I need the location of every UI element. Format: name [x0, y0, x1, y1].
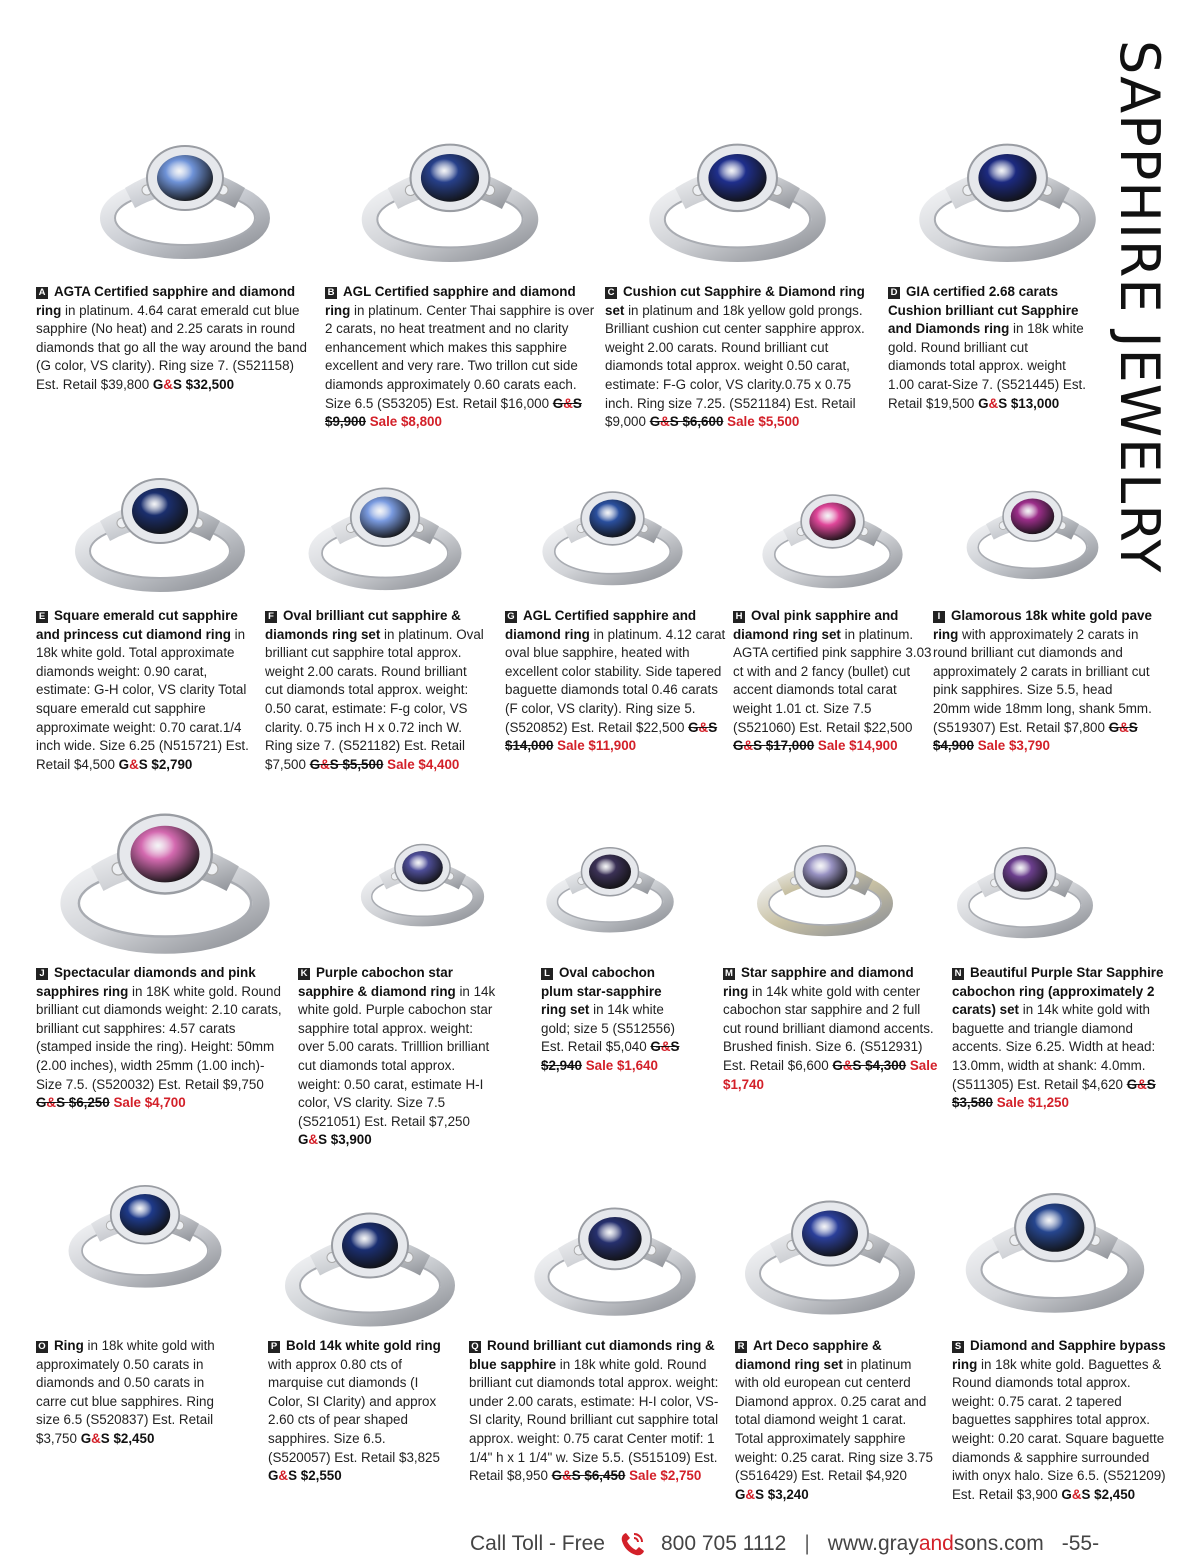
ring-image-r: [730, 1168, 930, 1333]
item-description: in 14k white gold with center cabochon star sapphire and 2 full cut round brilliant diamond accents. Brushed finish. Size 6. (S512931) Est. Retail $6,600: [723, 983, 934, 1073]
item-e: [36, 607, 256, 774]
ring-image-b: [330, 128, 570, 263]
sale-price: Sale $4,700: [113, 1095, 186, 1111]
ring-image-l: [535, 812, 685, 957]
item-letter: N: [952, 968, 964, 980]
item-b: [325, 283, 597, 432]
gs-price: G&S $2,790: [118, 756, 193, 772]
ring-image-e: [60, 458, 260, 598]
item-description: in 18k white gold. Round brilliant cut diamonds total approx. weight 1.00 carat-Size 7. (S521445) Est. Retail $19,500: [888, 321, 1086, 411]
ring-image-h: [750, 478, 915, 593]
item-description: with approx 0.80 cts of marquise cut diamonds (I Color, SI Clarity) and approx 2.60 cts of pear shaped sapphires. Size 6.5. (S520057) Est. Retail $3,825: [268, 1356, 440, 1465]
footer-separator: |: [804, 1532, 810, 1555]
item-letter: I: [933, 611, 945, 623]
item-letter: Q: [469, 1341, 481, 1353]
gs-strike-price: G&S $4,900: [933, 719, 1138, 754]
item-h: [733, 607, 933, 756]
item-title: Diamond and Sapphire bypass ring: [952, 1338, 1166, 1372]
sale-price: Sale $2,750: [629, 1468, 702, 1484]
sale-price: Sale $11,900: [557, 738, 637, 754]
item-title: Spectacular diamonds and pink sapphires ring: [36, 965, 256, 999]
item-description: in 18k white gold. Round brilliant cut diamonds total approx. weight: under 2.00 carats, estimate: H-I color, VS-SI clarity, Round brilliant cut sapphire total approx. weight: 0.75 carat Center motif: 1 1/4" h x 1 1/4" w. Size 5.5. (S515109) Est. Retail $8,950: [469, 1356, 719, 1484]
item-j: [36, 964, 286, 1113]
item-g: [505, 607, 727, 756]
item-title: Star sapphire and diamond ring: [723, 965, 914, 999]
item-title: Oval pink sapphire and diamond ring set: [733, 608, 899, 642]
ring-image-a: [60, 130, 310, 260]
item-description: in platinum with old european cut centerd Diamond approx. 0.25 carat and total diamond weight 1 carat. Total approximately sapphire weight: 0.25 carat. Ring size 3.75 (S516429) Est. Retail $4,920: [735, 1356, 933, 1484]
website-link[interactable]: www.grayandsons.com: [827, 1532, 1044, 1555]
item-title: AGL Certified sapphire and diamond ring: [325, 284, 576, 318]
item-letter: H: [733, 611, 745, 623]
item-m: [723, 964, 938, 1094]
item-letter: K: [298, 968, 310, 980]
sale-price: Sale $8,800: [369, 414, 442, 430]
item-letter: R: [735, 1341, 747, 1353]
item-l: [541, 964, 681, 1076]
item-s: [952, 1337, 1167, 1504]
gs-strike-price: G&S $9,900: [325, 395, 582, 430]
item-letter: G: [505, 611, 517, 623]
item-title: Square emerald cut sapphire and princess cut diamond ring: [36, 608, 238, 642]
gs-strike-price: G&S $3,580: [952, 1076, 1156, 1111]
gs-price: G&S $3,240: [735, 1486, 809, 1502]
item-letter: C: [605, 287, 617, 299]
sale-price: Sale $3,790: [977, 738, 1050, 754]
gs-price: G&S $32,500: [152, 376, 235, 392]
item-description: in 14k white gold with baguette and triangle diamond accents. Size 6.25. Width at head: 13.0mm, width at shank: 4.0mm. (S511305) Est. Retail $4,620: [952, 1002, 1156, 1092]
item-q: [469, 1337, 719, 1486]
item-title: Oval brilliant cut sapphire & diamonds ring set: [265, 608, 461, 642]
item-letter: P: [268, 1341, 280, 1353]
item-i: [933, 607, 1153, 756]
item-p: [268, 1337, 448, 1486]
item-title: Art Deco sapphire & diamond ring set: [735, 1338, 882, 1372]
item-letter: A: [36, 287, 48, 299]
gs-price: G&S $2,450: [1061, 1486, 1136, 1502]
ring-image-j: [30, 795, 300, 955]
item-description: in platinum and 18k yellow gold prongs. Brilliant cushion cut center sapphire approx. weight 2.00 carats. Round brilliant cut diamonds total approx. weight 0.50 carat, estimate: F-G color, VS clarity.0.75 x 0.75 inch. Ring size 7.25. (S521184) Est. Retail $9,000: [605, 302, 865, 430]
item-letter: F: [265, 611, 277, 623]
item-description: in 18k white gold with approximately 0.50 carats in diamonds and 0.50 carats in carre cut blue sapphires. Ring size 6.5 (S520837) Est. Retail $3,750: [36, 1338, 215, 1446]
item-description: in 18k white gold. Baguettes & Round diamonds total approx. weight: 0.75 carat. 2 tapered baguettes sapphires total approx. weight: 0.20 carat. Square baguette diamonds & sapphire surrounded iwith onyx halo. Size 6.5. (S521209) Est. Retail $3,900: [952, 1356, 1166, 1502]
ring-image-p: [270, 1190, 470, 1335]
item-title: AGTA Certified sapphire and diamond ring: [36, 284, 296, 318]
item-o: [36, 1337, 236, 1449]
sale-price: Sale $1,740: [723, 1057, 938, 1092]
item-k: [298, 964, 498, 1150]
page-number: -55-: [1061, 1532, 1100, 1555]
item-description: in platinum. AGTA certified pink sapphire 3.03 ct with and 2 fancy (bullet) cut accent diamonds total carat weight 1.01 ct. Size 7.5 (S521060) Est. Retail $22,500: [733, 626, 932, 735]
ring-image-i: [955, 462, 1110, 597]
sale-price: Sale $5,500: [727, 414, 800, 430]
section-title: SAPPHIRE JEWELRY: [1108, 40, 1171, 574]
item-r: [735, 1337, 935, 1504]
item-title: AGL Certified sapphire and diamond ring: [505, 608, 697, 642]
gs-price: G&S $3,900: [298, 1132, 372, 1148]
item-description: in platinum. 4.64 carat emerald cut blue sapphire (No heat) and 2.25 carats in round diamonds that go all the way around the band (G color, VS clarity). Ring size 7. (S521158) Est. Retail $39,800: [36, 302, 307, 392]
item-title: Bold 14k white gold ring: [286, 1338, 441, 1353]
item-letter: E: [36, 611, 48, 623]
ring-image-s: [950, 1158, 1160, 1333]
gs-strike-price: G&S $6,600: [649, 414, 724, 430]
ring-image-m: [745, 815, 905, 955]
sale-price: Sale $1,640: [585, 1057, 658, 1073]
ring-image-o: [55, 1140, 235, 1320]
item-letter: S: [952, 1341, 964, 1353]
gs-strike-price: G&S $6,250: [36, 1095, 110, 1111]
item-f: [265, 607, 485, 774]
gs-price: G&S $13,000: [978, 395, 1060, 411]
item-letter: M: [723, 968, 735, 980]
item-title: Cushion cut Sapphire & Diamond ring set: [605, 284, 865, 318]
item-letter: B: [325, 287, 337, 299]
sale-price: Sale $4,400: [387, 756, 460, 772]
item-title: Ring: [54, 1338, 84, 1353]
item-description: with approximately 2 carats in round brilliant cut diamonds and approximately 2 carats in brilliant cut pink sapphires. Size 5.5, head 20mm wide 18mm long, shank 5mm. (S519307) Est. Retail $7,800: [933, 626, 1152, 735]
item-description: in 18k white gold. Total approximate diamonds weight: 0.90 carat, estimate: G-H color, VS clarity Total square emerald cut sapphire approximate weight: 0.70 carat.1/4 inch wide. Size 6.25 (N515721) Est. Retail $4,500: [36, 626, 249, 772]
item-d: [888, 283, 1088, 413]
item-letter: L: [541, 968, 553, 980]
gs-strike-price: G&S $17,000: [733, 738, 815, 754]
item-letter: J: [36, 968, 48, 980]
item-description: in platinum. Oval brilliant cut sapphire total approx. weight 2.00 carats. Round brilliant cut diamonds total approx. weight: 0.50 carat, estimate: F-g color, VS clarity. 0.75 inch H x 0.72 inch W. Ring size 7. (S521182) Est. Retail $7,500: [265, 626, 484, 772]
sale-price: Sale $1,250: [996, 1095, 1069, 1111]
item-description: in platinum. 4.12 carat oval blue sapphire, heated with excellent color stability. Side tapered baguette diamonds total 0.46 carats (F color, VS clarity). Ring size 5. (S520852) Est. Retail $22,500: [505, 626, 726, 735]
item-title: Round brilliant cut diamonds ring & blue sapphire: [469, 1338, 715, 1372]
item-letter: O: [36, 1341, 48, 1353]
item-a: [36, 283, 316, 395]
sale-price: Sale $14,900: [817, 738, 898, 754]
ring-image-g: [530, 470, 695, 595]
gs-strike-price: G&S $14,000: [505, 719, 718, 754]
gs-strike-price: G&S $2,940: [541, 1039, 680, 1073]
item-c: [605, 283, 880, 432]
item-description: in 18K white gold. Round brilliant cut diamonds weight: 2.10 carats, brilliant cut sapphires: 4.57 carats (stamped inside the ring). Height: 50mm (2.00 inches), width 25mm (1.00 inch)- Size 7.5. (S520032) Est. Retail $9,750: [36, 983, 282, 1092]
phone-number[interactable]: 800 705 1112: [660, 1532, 787, 1555]
ring-image-f: [295, 470, 475, 595]
item-n: [952, 964, 1172, 1113]
item-letter: D: [888, 287, 900, 299]
gs-strike-price: G&S $5,500: [309, 756, 384, 772]
item-title: GIA certified 2.68 carats Cushion brilliant cut Sapphire and Diamonds ring: [888, 284, 1079, 337]
item-title: Purple cabochon star sapphire & diamond ring: [298, 965, 456, 999]
footer: [470, 1528, 1180, 1560]
item-description: in platinum. Center Thai sapphire is over 2 carats, no heat treatment and no clarity enhancement which makes this sapphire excellent and very rare. Two trillon cut side diamonds approximately 0.60 carats each. Size 6.5 (S53205) Est. Retail $16,000: [325, 302, 595, 411]
ring-image-c: [615, 128, 860, 263]
item-title: Glamorous 18k white gold pave ring: [933, 608, 1152, 642]
item-title: Oval cabochon plum star-sapphire ring set: [541, 965, 662, 1018]
ring-image-n: [945, 822, 1105, 952]
gs-price: G&S $2,450: [80, 1430, 155, 1446]
gs-price: G&S $2,550: [268, 1468, 342, 1484]
gs-strike-price: G&S $4,300: [832, 1057, 907, 1073]
gs-strike-price: G&S $6,450: [551, 1468, 626, 1484]
ring-image-k: [350, 815, 495, 945]
item-description: in 14k white gold. Purple cabochon star sapphire total approx. weight: over 5.00 carats. Trilllion brilliant cut diamonds total approx. weight: 0.50 carat, estimate H-I color, VS clarity. Size 7.5 (S521051) Est. Retail $7,250: [298, 983, 496, 1129]
call-label: Call Toll - Free: [470, 1532, 605, 1555]
ring-image-d: [895, 128, 1120, 263]
item-title: Beautiful Purple Star Sapphire cabochon ring (approximately 2 carats) set: [952, 965, 1164, 1018]
phone-icon: [617, 1529, 647, 1559]
ring-image-q: [520, 1175, 710, 1335]
item-description: in 14k white gold; size 5 (S512556) Est. Retail $5,040: [541, 1002, 675, 1055]
